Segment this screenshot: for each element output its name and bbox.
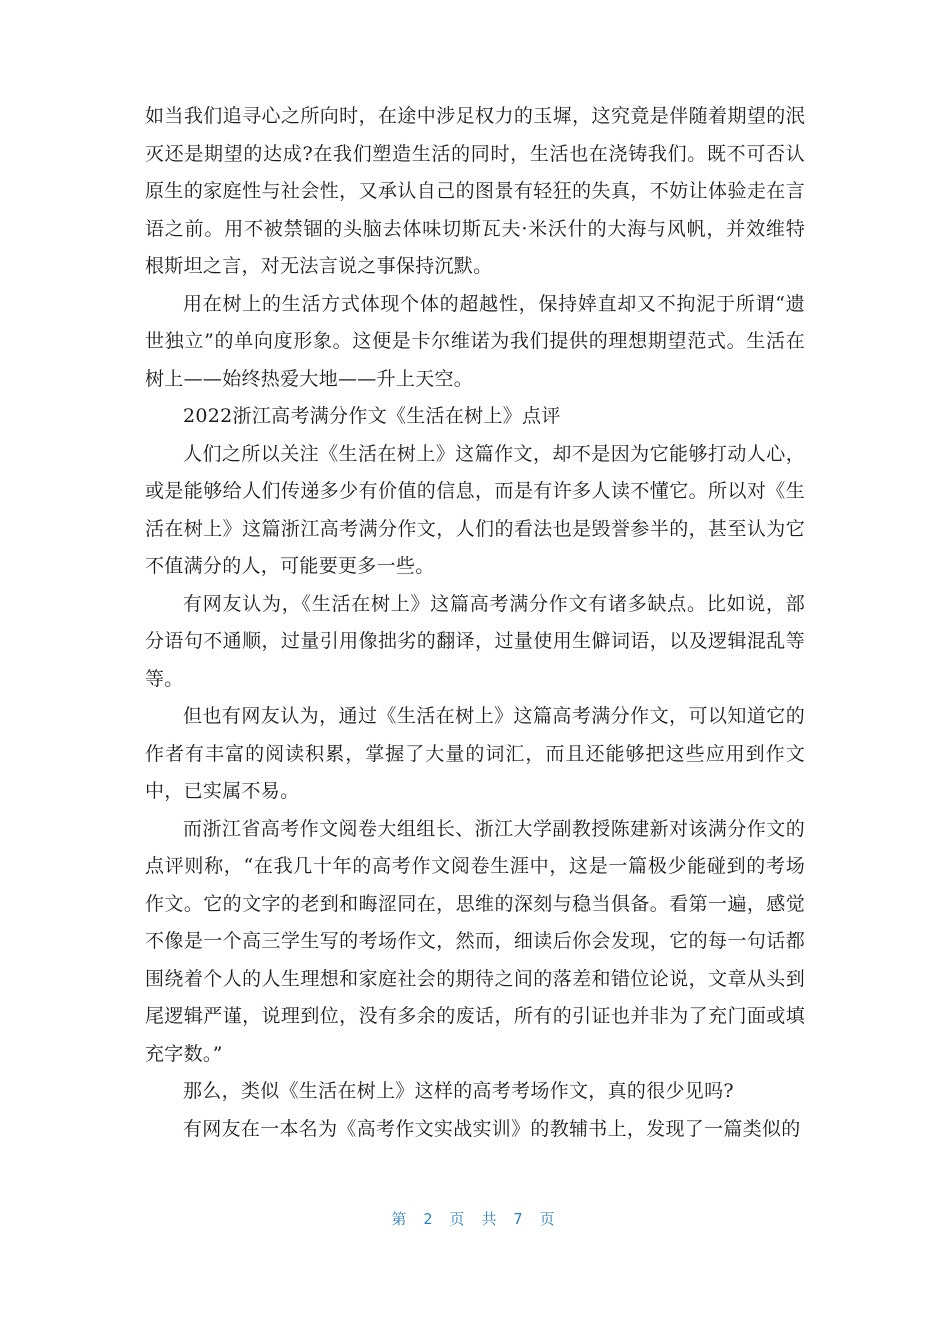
- page-number-footer: 第 2 页 共 7 页: [391, 1210, 559, 1228]
- paragraph-3: 人们之所以关注《生活在树上》这篇作文，却不是因为它能够打动人心，或是能够给人们传递多少有价值的信息，而是有许多人读不懂它。所以对《生活在树上》这篇浙江高考满分作文，人们的看法也是毁誉参半的，甚至认为它不值满分的人，可能要更多一些。: [145, 442, 805, 577]
- paragraph-5: 但也有网友认为，通过《生活在树上》这篇高考满分作文，可以知道它的作者有丰富的阅读积累，掌握了大量的词汇，而且还能够把这些应用到作文中，已实属不易。: [145, 705, 805, 802]
- section-heading: 2022浙江高考满分作文《生活在树上》点评: [183, 405, 561, 427]
- paragraph-1: 如当我们追寻心之所向时，在途中涉足权力的玉墀，这究竟是伴随着期望的泯灭还是期望的达成?在我们塑造生活的同时，生活也在浇铸我们。既不可否认原生的家庭性与社会性，又承认自己的图景有轻狂的失真，不妨让体验走在言语之前。用不被禁锢的头脑去体味切斯瓦夫·米沃什的大海与风帆，并效维特根斯坦之言，对无法言说之事保持沉默。: [145, 105, 805, 277]
- paragraph-7: 那么，类似《生活在树上》这样的高考考场作文，真的很少见吗?: [183, 1080, 734, 1102]
- paragraph-2: 用在树上的生活方式体现个体的超越性，保持婞直却又不拘泥于所谓“遗世独立”的单向度形象。这便是卡尔维诺为我们提供的理想期望范式。生活在树上——始终热爱大地——升上天空。: [145, 292, 805, 390]
- document-body: [145, 98, 805, 1148]
- paragraph-4: 有网友认为，《生活在树上》这篇高考满分作文有诸多缺点。比如说，部分语句不通顺，过量引用像拙劣的翻译，过量使用生僻词语，以及逻辑混乱等等。: [145, 592, 805, 690]
- paragraph-8: 有网友在一本名为《高考作文实战实训》的教辅书上，发现了一篇类似的: [183, 1117, 801, 1140]
- paragraph-6: 而浙江省高考作文阅卷大组组长、浙江大学副教授陈建新对该满分作文的点评则称，“在我几十年的高考作文阅卷生涯中，这是一篇极少能碰到的考场作文。它的文字的老到和晦涩同在，思维的深刻与稳当俱备。看第一遍，感觉不像是一个高三学生写的考场作文，然而，细读后你会发现，它的每一句话都围绕着个人的人生理想和家庭社会的期待之间的落差和错位论说，文章从头到尾逻辑严谨，说理到位，没有多余的废话，所有的引证也并非为了充门面或填充字数。”: [145, 817, 805, 1065]
